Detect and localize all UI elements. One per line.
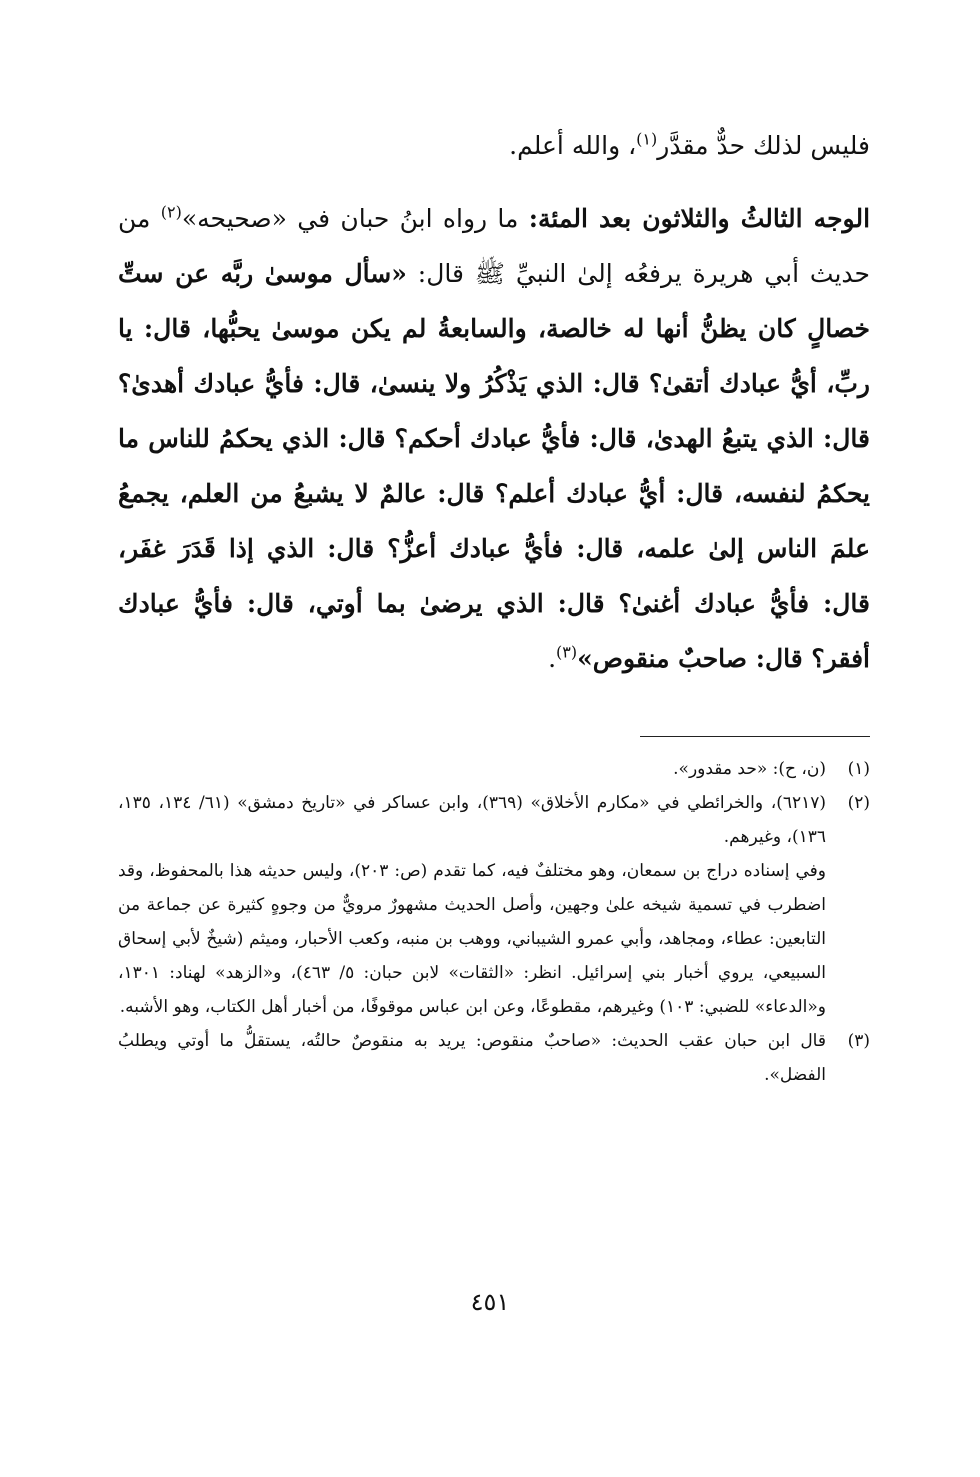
paragraph-2-intro: ما رواه ابنُ حبان في «صحيحه» xyxy=(181,204,529,233)
footnote-text: (ن، ح): «حد مقدور». xyxy=(673,759,826,779)
footnote-ref-3[interactable]: (٣) xyxy=(556,642,578,662)
footnote-text: (٦٢١٧)، والخرائطي في «مكارم الأخلاق» (٣٦٩)، وابن عساكر في «تاريخ دمشق» (٦١/ ١٣٤، ١٣٥، ١٣٦)، وغيرهم. xyxy=(118,793,827,847)
hadith-text: «سأل موسىٰ ربَّه عن ستِّ خصالٍ كان يظنُّ أنها له خالصة، والسابعةُ لم يكن موسىٰ يحبُّها، قال: يا ربِّ، أيُّ عبادك أتقىٰ؟ قال: الذي يَذْكُرُ ولا ينسىٰ، قال: فأيُّ عبادك أهدىٰ؟ قال: الذي يتبعُ الهدىٰ، قال: فأيُّ عبادك أحكم؟ قال: الذي يحكمُ للناس ما يحكمُ لنفسه، قال: أيُّ عبادك أعلم؟ قال: عالمٌ لا يشبعُ من العلم، يجمعُ علمَ الناس إلىٰ علمه، قال: فأيُّ عبادك أعزُّ؟ قال: الذي إذا قَدَرَ غفَر، قال: فأيُّ عبادك أغنىٰ؟ قال: الذي يرضىٰ بما أوتي، قال: فأيُّ عبادك أفقر؟ قال: صاحبٌ منقوص» xyxy=(118,259,870,673)
paragraph-1-text: فليس لذلك حدٌّ مقدَّر xyxy=(657,131,870,160)
footnote-number: (١) xyxy=(847,759,870,779)
footnote-1 xyxy=(118,752,870,786)
paragraph-1-tail: ، والله أعلم. xyxy=(509,131,637,160)
footnote-number: (٢) xyxy=(847,793,870,813)
footnote-body xyxy=(118,786,826,854)
footnote-3 xyxy=(118,1024,870,1092)
paragraph-2-source: من حديث أبي هريرة يرفعُه إلىٰ النبيِّ ﷺ قال: xyxy=(118,204,871,288)
paragraph-2 xyxy=(118,191,870,686)
footnote-text: وفي إسناده دراج بن سمعان، وهو مختلفٌ فيه، كما تقدم (ص: ٢٠٣)، وليس حديثه هذا بالمحفوظ، وقد اضطرب في تسمية شيخه علىٰ وجهين، وأصل الحديث مشهورٌ مرويٌّ من وجوهٍ كثيرة عن جماعة من التابعين: عطاء، ومجاهد، وأبي عمرو الشيباني، ووهب بن منبه، وكعب الأحبار، وميثم (شيخٌ لأبي إسحاق السبيعي، يروي أخبار بني إسرائيل. انظر: «الثقات» لابن حبان: ٥/ ٤٦٣)، و«الزهد» لهناد: ١٣٠١، و«الدعاء» للضبي: ١٠٣) وغيرهم، مقطوعًا، وعن ابن عباس موقوفًا، من أخبار أهل الكتاب، وهو الأشبه. xyxy=(118,861,826,1017)
footnote-body xyxy=(118,752,826,786)
footnote-text: قال ابن حبان عقب الحديث: «صاحبٌ منقوص: يريد به منقوصٌ حالتُه، يستقلُّ ما أوتي ويطلبُ الفضل». xyxy=(118,1031,826,1085)
footnote-ref-1[interactable]: (١) xyxy=(636,129,658,149)
main-text xyxy=(118,118,870,686)
footnote-body xyxy=(118,854,826,1024)
paragraph-1 xyxy=(118,118,870,173)
footnote-divider xyxy=(640,736,870,737)
footnote-2 xyxy=(118,786,870,854)
footnote-body xyxy=(118,1024,826,1092)
footnotes xyxy=(118,752,870,1092)
paragraph-2-end: . xyxy=(548,644,557,673)
section-heading: الوجه الثالثُ والثلاثون بعد المئة: xyxy=(528,204,871,233)
page-number: ٤٥١ xyxy=(470,1288,510,1316)
footnote-2-continued xyxy=(118,854,870,1024)
footnote-ref-2[interactable]: (٢) xyxy=(160,202,182,222)
footnote-number: (٣) xyxy=(847,1031,870,1051)
